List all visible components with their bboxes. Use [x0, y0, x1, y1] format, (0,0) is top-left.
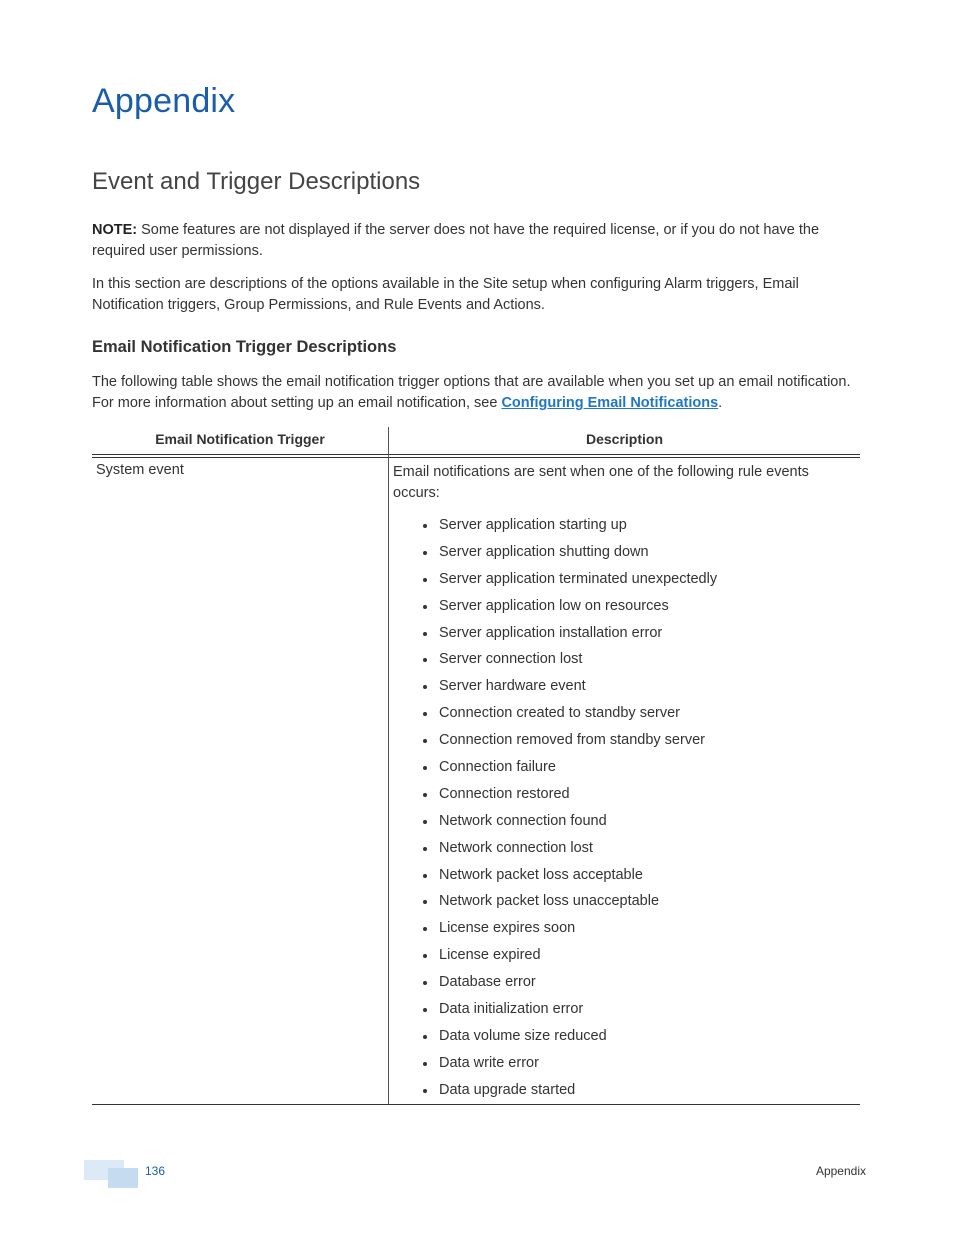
page-heading: Appendix: [92, 82, 236, 120]
bullet-icon: [423, 1062, 427, 1066]
list-item: [420, 515, 717, 542]
bullet-icon: [423, 981, 427, 985]
bullet-icon: [423, 524, 427, 528]
footer-section-name: Appendix: [815, 1164, 866, 1178]
bullet-icon: [423, 578, 427, 582]
list-item: [420, 1026, 717, 1053]
table-intro-end: .: [718, 395, 723, 411]
list-item-label: Data initialization error: [439, 1001, 584, 1018]
list-item: [420, 838, 717, 865]
table-header-trigger: Email Notification Trigger: [155, 431, 325, 447]
list-item: [420, 596, 717, 623]
rule-events-list: [420, 515, 717, 1107]
list-item-label: Server application shutting down: [439, 543, 649, 560]
bullet-icon: [423, 712, 427, 716]
table-cell-trigger: System event: [96, 462, 184, 478]
list-item: [420, 730, 717, 757]
bullet-icon: [423, 954, 427, 958]
list-item-label: License expired: [439, 947, 541, 964]
note-label: NOTE:: [92, 222, 138, 238]
section-intro: In this section are descriptions of the options available in the Site setup when configuring Alarm triggers, Email Notification triggers, Group Permissions, and Rule Events and Actions.: [92, 276, 799, 313]
table-header-description: Description: [585, 431, 663, 447]
list-item-label: Server hardware event: [439, 678, 586, 695]
column-divider: [388, 427, 389, 1105]
table-cell-description: Email notifications are sent when one of the following rule events occurs:: [393, 464, 809, 501]
list-item: [420, 569, 717, 596]
table-intro: [92, 372, 852, 414]
header-rule-top: [92, 454, 860, 455]
list-item: [420, 757, 717, 784]
bullet-icon: [423, 793, 427, 797]
list-item-label: Connection created to standby server: [439, 705, 680, 722]
list-item-label: Database error: [439, 974, 536, 991]
list-item: [420, 999, 717, 1026]
subsection-title: Email Notification Trigger Descriptions: [92, 338, 397, 356]
note-paragraph: [92, 220, 852, 262]
list-item-label: Data volume size reduced: [439, 1027, 607, 1044]
list-item: [420, 784, 717, 811]
list-item: [420, 811, 717, 838]
list-item: [420, 703, 717, 730]
list-item-label: Connection removed from standby server: [439, 732, 705, 749]
bullet-icon: [423, 820, 427, 824]
bullet-icon: [423, 605, 427, 609]
list-item-label: Network connection found: [439, 812, 607, 829]
page-number: 136: [145, 1164, 166, 1178]
list-item-label: Server application starting up: [439, 517, 627, 533]
bullet-icon: [423, 847, 427, 851]
header-rule-bottom: [92, 457, 860, 458]
list-item: [420, 542, 717, 569]
list-item: [420, 649, 717, 676]
list-item-label: Data write error: [439, 1054, 539, 1071]
list-item-label: Network packet loss acceptable: [439, 866, 643, 883]
list-item: [420, 1053, 717, 1080]
list-item-label: Server application terminated unexpectedly: [439, 570, 718, 587]
list-item: [420, 891, 717, 918]
section-title: Event and Trigger Descriptions: [92, 168, 421, 195]
list-item-label: Connection restored: [439, 785, 570, 802]
list-item-label: Network packet loss unacceptable: [439, 893, 660, 910]
note-text: Some features are not displayed if the server does not have the required license, or if you do not have the required user permissions.: [92, 222, 820, 259]
bullet-icon: [423, 632, 427, 636]
list-item-label: Server application installation error: [439, 624, 663, 641]
list-item: [420, 623, 717, 650]
table-bottom-rule: [92, 1104, 860, 1105]
list-item: [420, 972, 717, 999]
list-item: [420, 918, 717, 945]
list-item-label: License expires soon: [439, 920, 576, 937]
bullet-icon: [423, 1089, 427, 1093]
configuring-email-notifications-link[interactable]: Configuring Email Notifications: [501, 395, 719, 411]
bullet-icon: [423, 1008, 427, 1012]
bullet-icon: [423, 739, 427, 743]
list-item-label: Connection failure: [439, 759, 556, 776]
list-item-label: Network connection lost: [439, 839, 593, 856]
list-item: [420, 1080, 717, 1107]
bullet-icon: [423, 658, 427, 662]
list-item-label: Server application low on resources: [439, 597, 669, 614]
footer-logo-graphic: [84, 1160, 138, 1188]
table-intro-text: The following table shows the email notification trigger options that are available when you set up an email notification. For more information about setting up an email notification, see: [92, 374, 851, 411]
list-item: [420, 865, 717, 892]
bullet-icon: [423, 685, 427, 689]
bullet-icon: [423, 766, 427, 770]
list-item-label: Data upgrade started: [439, 1081, 576, 1098]
bullet-icon: [423, 927, 427, 931]
bullet-icon: [423, 900, 427, 904]
bullet-icon: [423, 551, 427, 555]
list-item-label: Server connection lost: [439, 651, 583, 668]
bullet-icon: [423, 874, 427, 878]
list-item: [420, 945, 717, 972]
bullet-icon: [423, 1035, 427, 1039]
list-item: [420, 676, 717, 703]
